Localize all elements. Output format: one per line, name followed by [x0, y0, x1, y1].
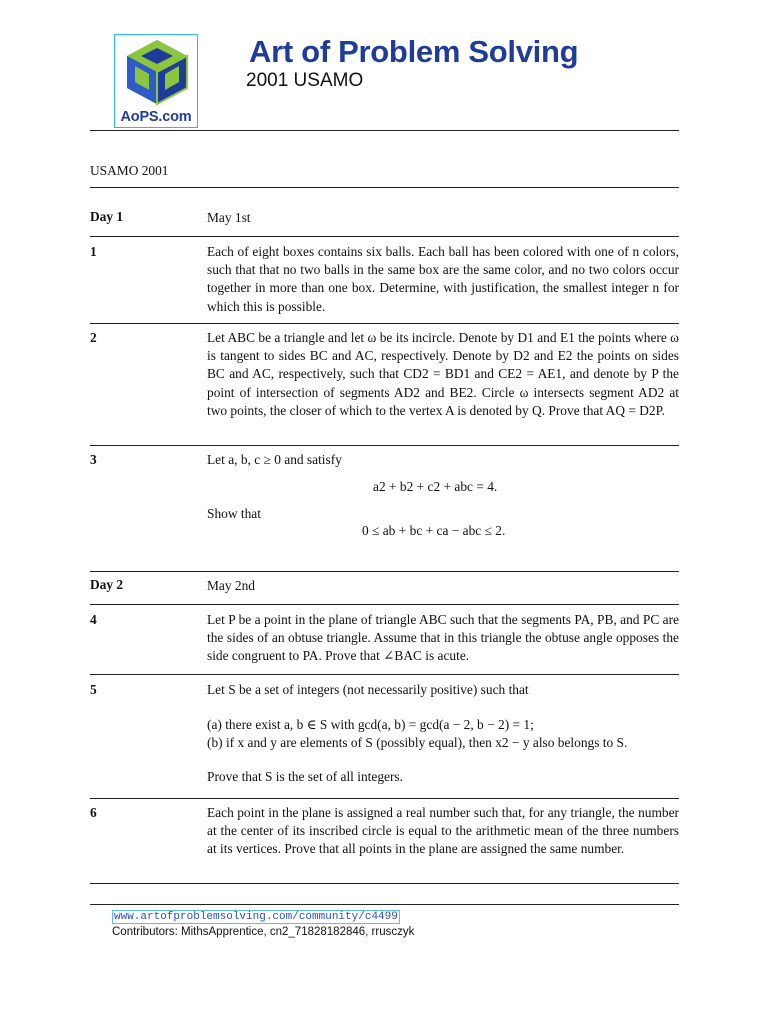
problem-1-text: Each of eight boxes contains six balls. Each ball has been colored with one of n colors, such that that no two balls in the same box are the same color, and no two colors occur together in more than one box. Determine, with justification, the smallest integer n for which this is possible.: [207, 244, 679, 314]
problem-number: 1: [90, 244, 97, 259]
problem-number: 3: [90, 452, 97, 467]
logo-text: AoPS.com: [120, 109, 192, 125]
problem-3-equation: a2 + b2 + c2 + abc = 4.: [373, 479, 498, 494]
day-1-date: May 1st: [207, 210, 251, 225]
problem-number: 6: [90, 805, 97, 820]
problem-5-item-a: (a) there exist a, b ∈ S with gcd(a, b) = gcd(a − 2, b − 2) = 1;: [207, 717, 534, 732]
problem-3-inequality: 0 ≤ ab + bc + ca − abc ≤ 2.: [362, 523, 506, 538]
problem-number: 2: [90, 330, 97, 345]
problem-2-text: Let ABC be a triangle and let ω be its incircle. Denote by D1 and E1 the points where ω is tangent to sides BC and AC, respectively. Denote by D2 and E2 the points on sides BC and AC, respectively, such that CD2 = BD1 and CE2 = AE1, and denote by P the point of intersection of segments AD2 and BE2. Circle ω intersects segment AD2 at two points, the closer of which to the vertex A is denoted by Q. Prove that AQ = D2P.: [207, 330, 679, 418]
problem-3-intro: Let a, b, c ≥ 0 and satisfy: [207, 452, 342, 467]
problem-number: 4: [90, 612, 97, 627]
divider: [90, 571, 679, 572]
problem-5-conclusion: Prove that S is the set of all integers.: [207, 769, 403, 784]
day-2-label: Day 2: [90, 577, 124, 592]
divider: [90, 674, 679, 675]
problem-number: 5: [90, 682, 97, 697]
day-2-date: May 2nd: [207, 578, 255, 593]
document-title: USAMO 2001: [90, 163, 169, 178]
divider: [90, 236, 679, 237]
page-header: [114, 34, 684, 130]
aops-cube-logo-icon: [123, 38, 191, 106]
community-link[interactable]: www.artofproblemsolving.com/community/c4499: [114, 911, 398, 923]
divider: [90, 798, 679, 799]
divider: [90, 445, 679, 446]
footer-divider: [90, 904, 679, 905]
document-subtitle: 2001 USAMO: [246, 70, 364, 91]
divider: [90, 323, 679, 324]
aops-logo[interactable]: [114, 34, 198, 128]
contributors-text: Contributors: MithsApprentice, cn2_71828182846, rrusczyk: [112, 926, 415, 938]
problem-5-intro: Let S be a set of integers (not necessarily positive) such that: [207, 682, 529, 697]
divider: [90, 130, 679, 131]
problem-5-item-b: (b) if x and y are elements of S (possibly equal), then x2 − y also belongs to S.: [207, 735, 628, 750]
problem-3-middle: Show that: [207, 506, 261, 521]
divider: [90, 604, 679, 605]
problem-6-text: Each point in the plane is assigned a real number such that, for any triangle, the number at the center of its inscribed circle is equal to the arithmetic mean of the three numbers at its vertices. Prove that all points in the plane are assigned the same number.: [207, 805, 679, 857]
problem-4-text: Let P be a point in the plane of triangle ABC such that the segments PA, PB, and PC are the sides of an obtuse triangle. Assume that in this triangle the obtuse angle opposes the side congruent to PA. Prove that ∠BAC is acute.: [207, 612, 679, 664]
brand-title: Art of Problem Solving: [249, 34, 579, 69]
day-1-label: Day 1: [90, 209, 124, 224]
divider: [90, 883, 679, 884]
divider: [90, 187, 679, 188]
